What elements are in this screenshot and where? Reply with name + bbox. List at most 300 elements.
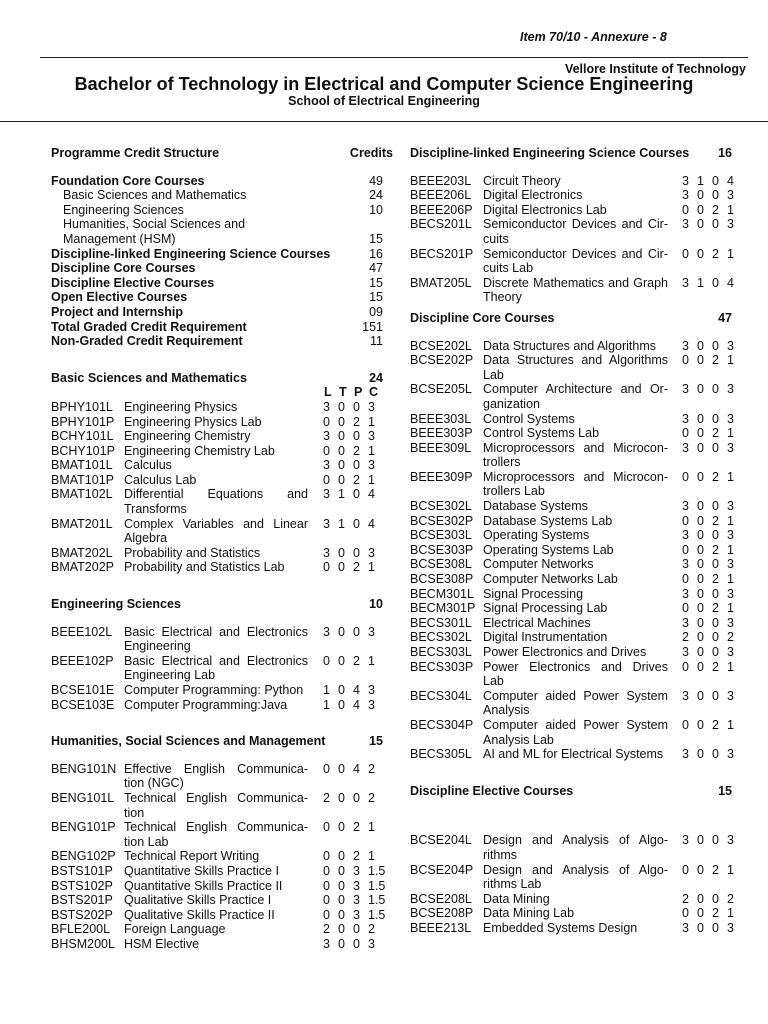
course-ltpc [668,514,742,529]
section-heading [410,146,742,161]
course-code: BCSE204P [410,862,474,877]
credit-label: Discipline-linked Engineering Science Courses [51,246,331,261]
ltpc-value: 1.5 [368,863,386,878]
ltpc-value: 0 [712,499,719,514]
course-name: Data Mining [483,891,550,906]
ltpc-value: 0 [338,820,345,835]
course-ltpc [668,188,742,203]
section-title: Discipline Elective Courses [410,783,574,798]
section-title: Engineering Sciences [51,597,181,612]
credit-label: Discipline Elective Courses [51,275,215,290]
section-title: Basic Sciences and Mathematics [51,370,247,385]
course-name: Semiconductor Devices and Cir-cuits [483,217,668,246]
left-sections [51,349,393,952]
ltpc-value: 0 [338,878,345,893]
section-credits: 24 [369,370,383,385]
section-title: Humanities, Social Sciences and Management [51,734,326,749]
ltpc-value: 0 [338,458,345,473]
course-row [410,616,742,631]
ltpc-value: 0 [697,188,704,203]
ltpc-value: 2 [353,560,360,575]
ltpc-value: 3 [323,429,330,444]
course-ltpc [668,892,742,907]
course-name: Quantitative Skills Practice I [124,863,279,878]
ltpc-value: 0 [697,862,704,877]
course-row [51,546,393,561]
course-ltpc [668,645,742,660]
ltpc-value: 3 [727,217,734,232]
ltpc-value: 0 [697,747,704,762]
course-ltpc [668,217,742,232]
credit-label: Project and Internship [51,304,183,319]
ltpc-value: 3 [353,907,360,922]
ltpc-value: 3 [682,440,689,455]
ltpc-value: 0 [353,624,360,639]
course-ltpc [668,660,742,675]
course-name: Data Structures and Algorithms [483,338,656,353]
course-name: Technical Report Writing [124,849,260,864]
course-name: Engineering Chemistry [124,429,251,444]
ltpc-value: 2 [323,790,330,805]
course-ltpc [668,601,742,616]
course-code: BEEE309L [410,440,472,455]
course-ltpc [308,473,383,488]
course-row [410,645,742,660]
course-name: HSM Elective [124,936,200,951]
ltpc-value: 0 [712,173,719,188]
course-row [410,188,742,203]
course-ltpc [668,412,742,427]
ltpc-value: 1 [727,601,734,616]
ltpc-value: 3 [323,624,330,639]
ltpc-value: 3 [682,615,689,630]
course-name: Engineering Physics Lab [124,414,262,429]
course-row [410,587,742,602]
ltpc-value: 0 [712,217,719,232]
course-row [410,660,742,689]
ltpc-value: 0 [323,893,330,908]
ltpc-value: 0 [338,443,345,458]
ltpc-value: 0 [697,891,704,906]
credit-value: 47 [369,261,383,276]
ltpc-value: 0 [338,429,345,444]
course-name: Database Systems [483,499,588,514]
ltpc-value: 4 [353,683,360,697]
ltpc-value: 0 [338,414,345,429]
course-row [410,339,742,354]
course-row [51,849,393,864]
ltpc-value: 2 [368,790,375,805]
ltpc-value: 3 [682,645,689,659]
course-name: Circuit Theory [483,173,561,188]
course-ltpc [668,470,742,485]
course-code: BECS301L [410,615,472,630]
course-name: Embedded Systems Design [483,920,638,935]
course-row [410,543,742,558]
ltpc-value: 3 [353,893,360,908]
ltpc-value: 3 [727,557,734,572]
ltpc-value: 1.5 [368,893,386,908]
course-code: BCSE103E [51,697,115,712]
ltpc-header-label: T [339,385,347,400]
ltpc-value: 2 [682,891,689,906]
ltpc-value: 3 [682,382,689,397]
ltpc-value: 0 [338,893,345,908]
course-name: Complex Variables and Linear Algebra [124,516,308,546]
course-name: Control Systems [483,411,575,426]
ltpc-value: 0 [682,601,689,616]
course-ltpc [308,863,386,879]
ltpc-value: 3 [682,586,689,601]
ltpc-value: 0 [712,586,719,601]
ltpc-value: 0 [323,820,330,835]
ltpc-value: 0 [338,849,345,864]
ltpc-value: 3 [727,499,734,514]
spacer [410,326,742,339]
ltpc-value: 4 [727,275,734,290]
ltpc-value: 3 [727,528,734,543]
course-code: BMAT201L [51,516,113,531]
course-row [410,412,742,427]
course-row [410,689,742,718]
ltpc-value: 3 [353,863,360,878]
ltpc-value: 1 [368,560,375,575]
ltpc-value: 0 [697,586,704,601]
ltpc-value: 0 [697,246,704,261]
ltpc-value: 0 [697,542,704,557]
course-name: Computer Networks Lab [483,572,618,587]
credit-row [51,261,393,276]
ltpc-value: 0 [323,443,330,458]
right-column [410,146,742,936]
ltpc-value: 1 [727,906,734,921]
ltpc-value: 0 [697,499,704,514]
ltpc-value: 0 [682,469,689,484]
ltpc-value: 1 [727,469,734,484]
ltpc-value: 1 [697,173,704,188]
ltpc-value: 2 [712,513,719,528]
course-code: BEEE102L [51,624,113,639]
ltpc-value: 0 [338,399,345,414]
course-code: BSTS101P [51,863,113,878]
course-ltpc [308,654,383,669]
course-row [51,908,393,923]
ltpc-value: 1 [727,426,734,441]
course-ltpc [308,762,383,777]
course-code: BECS304P [410,717,474,732]
ltpc-value: 2 [353,653,360,668]
ltpc-value: 0 [682,862,689,877]
course-ltpc [668,689,742,704]
course-name: Probability and Statistics [124,545,261,560]
course-ltpc [308,922,383,937]
spacer [51,712,393,734]
course-name: Design and Analysis of Algo-rithms Lab [483,862,668,892]
ltpc-value: 1 [368,472,375,487]
course-ltpc [668,906,742,921]
ltpc-value: 0 [353,516,360,531]
ltpc-value: 0 [712,528,719,543]
ltpc-value: 0 [697,426,704,441]
credit-row [51,334,393,349]
ltpc-value: 3 [727,188,734,203]
credit-label: Total Graded Credit Requirement [51,319,247,334]
ltpc-value: 2 [712,542,719,557]
ltpc-value: 0 [353,458,360,473]
credit-row [51,232,393,247]
course-row [410,247,742,276]
spacer [51,575,393,597]
course-ltpc [668,339,742,354]
ltpc-value: 0 [697,601,704,616]
course-name: Signal Processing [483,586,584,601]
course-code: BMAT202L [51,545,113,560]
ltpc-value: 0 [323,863,330,878]
ltpc-value: 0 [697,469,704,484]
course-name: Digital Electronics [483,188,583,203]
ltpc-value: 0 [712,833,719,848]
course-name: Digital Electronics Lab [483,202,607,217]
course-row [51,654,393,683]
course-ltpc [668,247,742,262]
course-code: BECS303L [410,645,472,659]
ltpc-value: 4 [368,487,375,502]
ltpc-value: 1 [727,202,734,217]
ltpc-value: 3 [323,545,330,560]
ltpc-value: 0 [323,560,330,575]
ltpc-value: 0 [323,653,330,668]
ltpc-value: 1 [727,572,734,587]
course-row [51,762,393,791]
course-name: Data Mining Lab [483,906,575,921]
ltpc-value: 1 [323,683,330,697]
credit-value: 151 [362,319,383,334]
ltpc-value: 3 [368,545,375,560]
ltpc-value: 3 [727,615,734,630]
section-credits: 10 [369,597,383,612]
ltpc-value: 0 [338,761,345,776]
ltpc-value: 0 [323,414,330,429]
course-row [410,382,742,411]
ltpc-value: 2 [682,630,689,645]
course-ltpc [308,546,383,561]
ltpc-value: 0 [697,440,704,455]
ltpc-value: 0 [697,906,704,921]
course-code: BPHY101L [51,399,113,414]
course-ltpc [668,528,742,543]
ltpc-value: 1 [727,717,734,732]
course-code: BECS201L [410,217,472,232]
right-sections [410,146,742,936]
ltpc-value: 0 [697,717,704,732]
ltpc-value: 3 [682,833,689,848]
ltpc-value: 2 [712,426,719,441]
ltpc-value: 4 [727,173,734,188]
course-name: Operating Systems Lab [483,542,614,557]
course-ltpc [668,572,742,587]
spacer [51,349,393,371]
course-code: BCSE101E [51,683,115,697]
course-ltpc [668,353,742,368]
ltpc-value: 2 [712,246,719,261]
ltpc-value: 2 [368,761,375,776]
course-row [51,893,393,908]
course-code: BMAT202P [51,560,114,575]
course-row [51,683,393,698]
ltpc-value: 2 [353,820,360,835]
course-code: BEEE206L [410,188,472,203]
course-name: Computer Architecture and Or-ganization [483,382,668,411]
course-name: Computer Networks [483,557,594,572]
course-code: BMAT102L [51,487,113,502]
course-ltpc [308,820,383,835]
ltpc-value: 0 [682,717,689,732]
ltpc-value: 3 [368,683,375,697]
course-name: Computer aided Power System Analysis Lab [483,717,668,747]
ltpc-value: 2 [712,717,719,732]
course-code: BFLE200L [51,922,111,937]
course-code: BCSE202P [410,353,474,368]
ltpc-value: 0 [323,907,330,922]
credit-label: Foundation Core Courses [51,173,205,188]
ltpc-value: 0 [697,513,704,528]
course-ltpc [308,429,383,444]
ltpc-value: 0 [353,790,360,805]
course-code: BEEE309P [410,469,473,484]
ltpc-value: 2 [712,202,719,217]
ltpc-value: 0 [682,906,689,921]
credits-label: Credits [349,146,393,160]
ltpc-value: 0 [712,920,719,935]
credit-structure-heading [51,146,393,161]
credit-value: 11 [370,334,383,349]
course-code: BEEE303L [410,411,472,426]
ltpc-value: 0 [712,557,719,572]
course-name: Microprocessors and Microcon-trollers Lab [483,469,668,499]
course-row [410,499,742,514]
course-ltpc [668,426,742,441]
course-code: BCSE303P [410,542,474,557]
course-ltpc [308,487,383,502]
course-code: BECS305L [410,747,472,762]
section-title: Discipline Core Courses [410,310,555,325]
course-code: BCSE302P [410,513,474,528]
ltpc-value: 2 [712,906,719,921]
ltpc-value: 1 [368,849,375,864]
ltpc-value: 1 [727,542,734,557]
course-code: BCHY101P [51,443,115,458]
course-row [410,557,742,572]
ltpc-value: 0 [338,560,345,575]
spacer [410,820,742,833]
ltpc-value: 3 [727,338,734,353]
ltpc-value: 3 [727,747,734,762]
course-code: BECS303P [410,659,474,674]
ltpc-value: 0 [697,572,704,587]
course-name: Design and Analysis of Algo-rithms [483,833,668,862]
ltpc-value: 3 [682,338,689,353]
ltpc-value: 2 [727,891,734,906]
ltpc-value: 2 [712,572,719,587]
ltpc-value: 3 [323,399,330,414]
course-ltpc [668,587,742,602]
course-name: Differential Equations and Transforms [124,487,308,517]
course-code: BECS201P [410,246,474,261]
ltpc-header-label: L [324,385,332,400]
course-ltpc [308,444,383,459]
ltpc-value: 1.5 [368,878,386,893]
ltpc-value: 2 [368,922,375,937]
course-row [51,625,393,654]
course-code: BECS302L [410,630,472,645]
ltpc-value: 2 [712,862,719,877]
course-name: AI and ML for Electrical Systems [483,747,664,762]
ltpc-value: 2 [712,353,719,368]
course-ltpc [308,458,383,473]
credit-row [51,276,393,291]
ltpc-value: 0 [697,659,704,674]
ltpc-header-label: C [369,385,379,400]
ltpc-value: 0 [697,382,704,397]
ltpc-value: 3 [682,275,689,290]
section-heading [410,784,742,799]
section-heading [51,734,393,749]
course-row [410,718,742,747]
ltpc-value: 0 [353,545,360,560]
course-name: Semiconductor Devices and Cir-cuits Lab [483,246,668,276]
item-reference: Item 70/10 - Annexure - 8 [520,30,667,44]
course-ltpc [668,921,742,936]
course-row [410,833,742,862]
course-row [51,937,393,952]
credit-row [51,290,393,305]
ltpc-value: 0 [712,645,719,659]
course-code: BSTS202P [51,907,113,922]
credit-value: 15 [369,290,383,305]
credit-row [51,203,393,218]
ltpc-value: 0 [323,878,330,893]
course-row [410,217,742,246]
ltpc-value: 1 [323,697,330,712]
ltpc-value: 3 [727,411,734,426]
ltpc-value: 0 [712,747,719,762]
course-name: Effective English Communica-tion (NGC) [124,761,308,791]
credit-value: 09 [369,304,383,319]
credit-value: 16 [369,246,383,261]
ltpc-header [51,385,393,400]
credit-row [51,320,393,335]
ltpc-value: 0 [682,426,689,441]
ltpc-value: 3 [682,747,689,762]
ltpc-value: 3 [727,440,734,455]
course-code: BPHY101P [51,414,115,429]
course-ltpc [668,616,742,631]
course-row [51,791,393,820]
course-ltpc [668,543,742,558]
ltpc-value: 0 [338,936,345,951]
ltpc-value: 0 [712,440,719,455]
course-ltpc [668,203,742,218]
ltpc-value: 1 [368,653,375,668]
ltpc-value: 3 [682,557,689,572]
spacer [51,749,393,762]
ltpc-value: 1.5 [368,907,386,922]
course-row [51,517,393,546]
course-row [410,906,742,921]
course-ltpc [308,907,386,923]
course-ltpc [308,683,383,698]
course-name: Quantitative Skills Practice II [124,878,283,893]
